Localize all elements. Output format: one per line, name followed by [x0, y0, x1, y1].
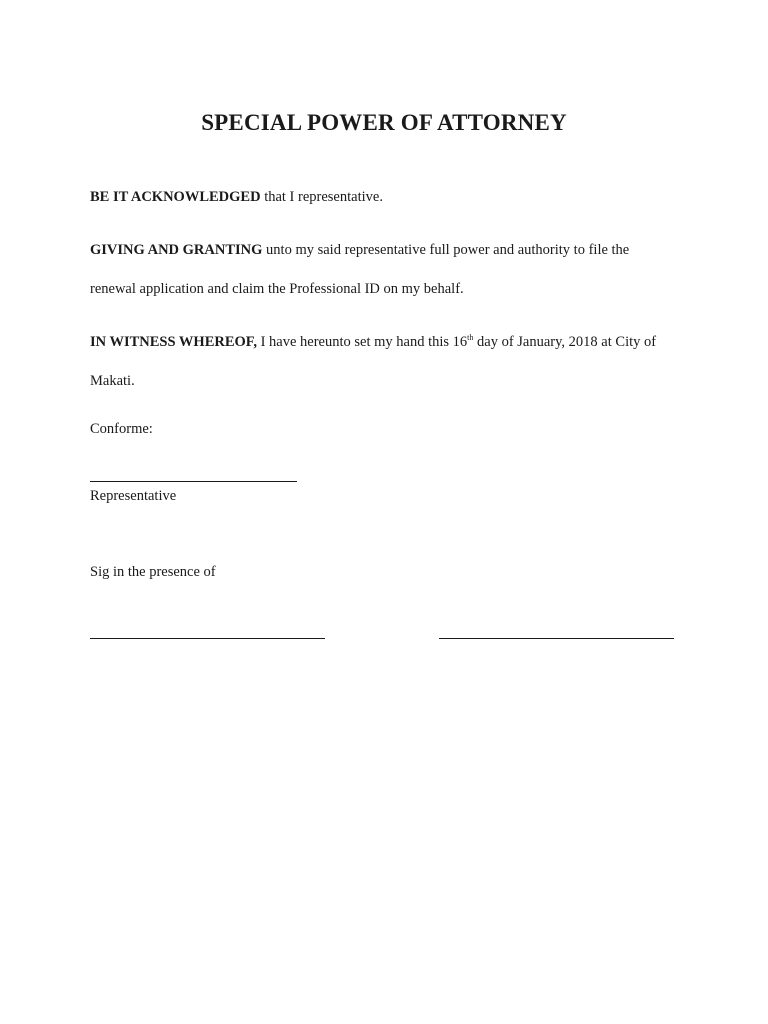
representative-signature-line	[90, 481, 297, 482]
witness-ordinal-suffix: th	[467, 333, 474, 343]
presence-label: Sig in the presence of	[90, 564, 216, 580]
witness-signature-line-left	[90, 638, 325, 639]
witness-lead: IN WITNESS WHEREOF,	[90, 334, 257, 350]
acknowledged-paragraph	[90, 187, 690, 207]
witness-paragraph-line2	[90, 371, 690, 391]
witness-paragraph-line1	[90, 332, 690, 352]
witness-text-before: I have hereunto set my hand this 16	[256, 334, 468, 350]
acknowledged-lead: BE IT ACKNOWLEDGED	[90, 189, 261, 205]
representative-label: Representative	[90, 488, 177, 504]
witness-text-after: day of January, 2018 at City of	[473, 334, 657, 350]
granting-text-line2: renewal application and claim the Professional ID on my behalf.	[90, 281, 464, 297]
conforme-label: Conforme:	[90, 421, 153, 437]
document-title: SPECIAL POWER OF ATTORNEY	[201, 110, 567, 135]
acknowledged-text: that I representative.	[260, 189, 383, 205]
witness-signature-line-right	[439, 638, 674, 639]
granting-lead: GIVING AND GRANTING	[90, 242, 263, 258]
witness-text-line2: Makati.	[90, 373, 135, 389]
granting-paragraph-line2	[90, 279, 690, 299]
granting-text-line1: unto my said representative full power and authority to file the	[262, 242, 630, 258]
granting-paragraph-line1	[90, 240, 690, 260]
